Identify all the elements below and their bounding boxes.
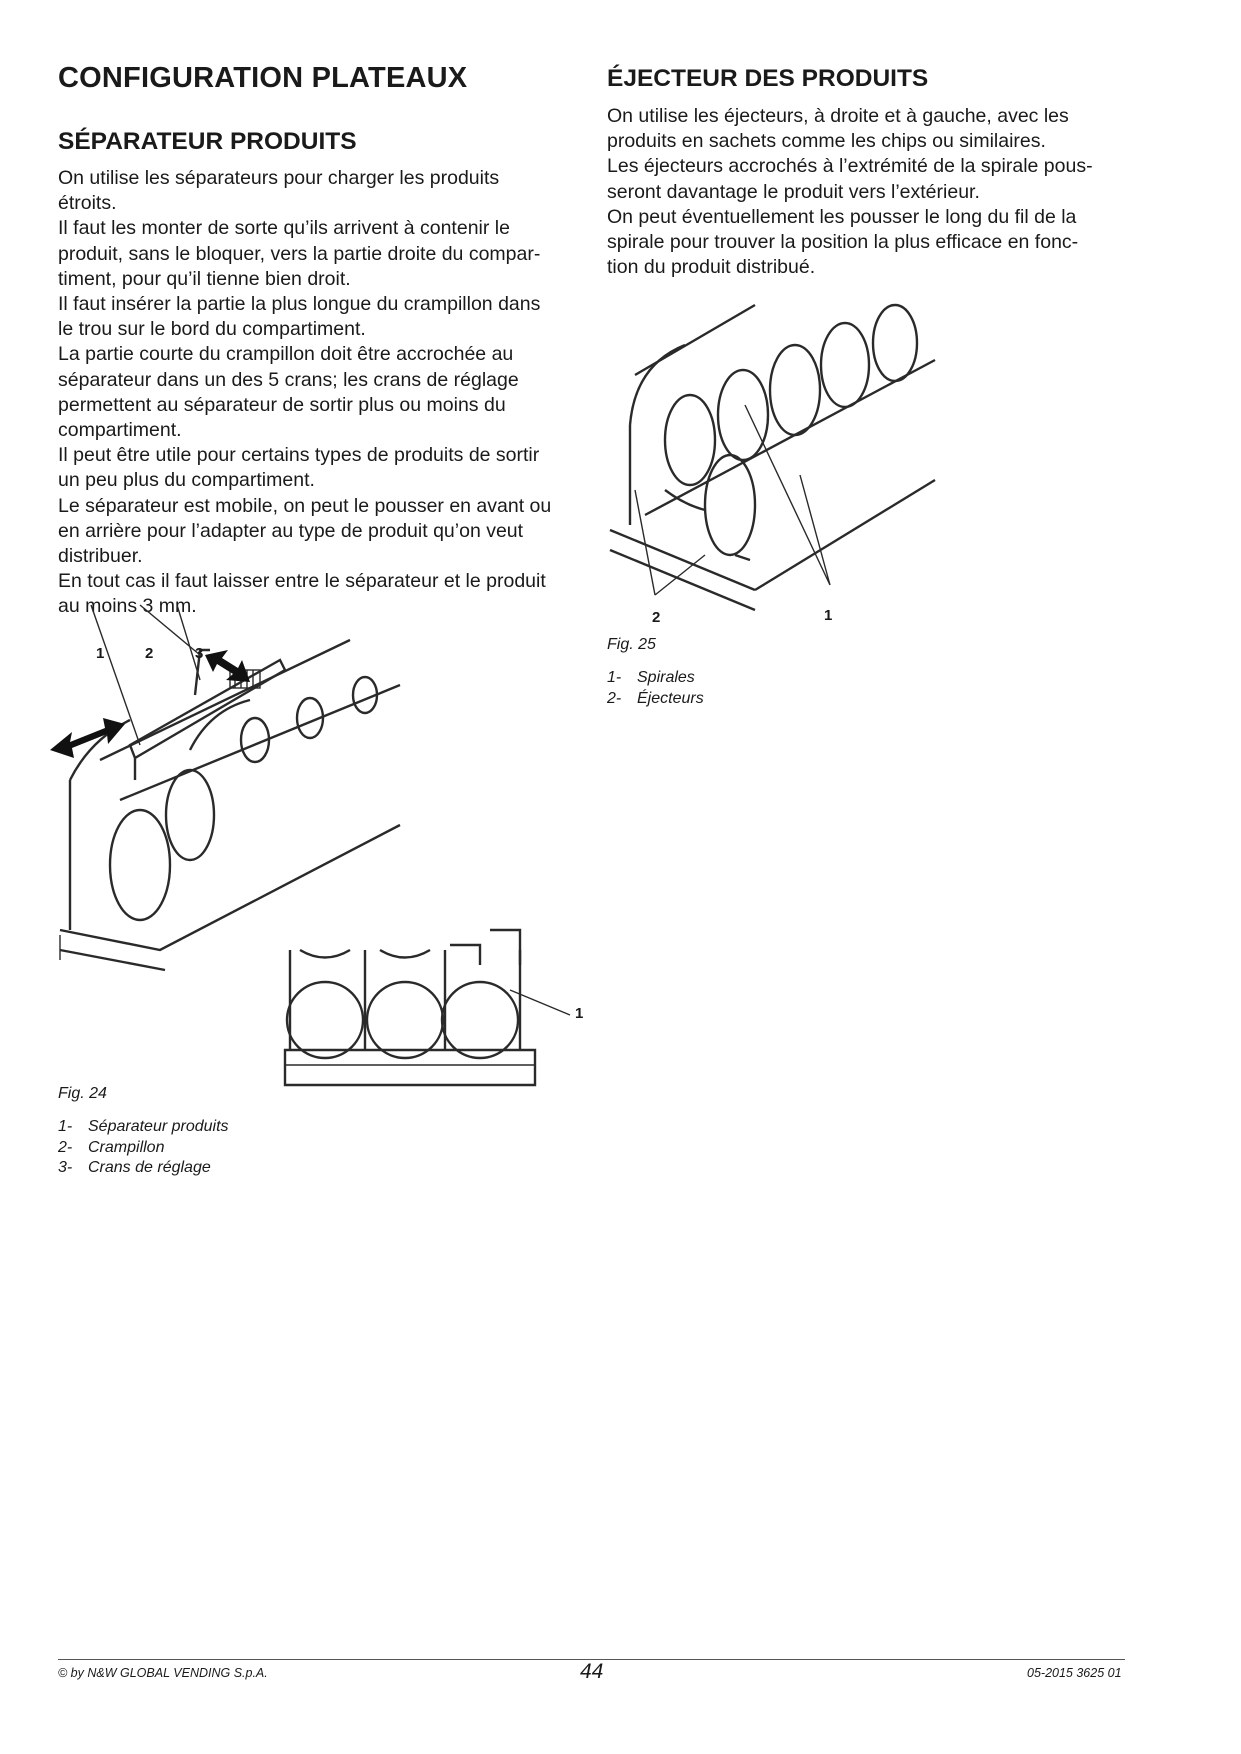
page-title: CONFIGURATION PLATEAUX [58,62,468,94]
fig24-legend [58,1117,229,1179]
fig25-legend [607,668,704,709]
fig25-callout-1: 1 [824,607,833,624]
separator-body: On utilise les séparateurs pour charger les produits étroits. Il faut les monter de sorte qu’ils arrivent à contenir le produit, sans le bloquer, vers la partie droite du compar- timent, pour qu’il tienne bien droit. Il faut insérer la partie la plus longue du crampillon dans le trou sur le bord du compartiment. La partie courte du crampillon doit être accrochée au séparateur dans un des 5 crans; les crans de réglage permettent au séparateur de sortir plus ou moins du compartiment. Il peut être utile pour certains types de produits de sortir un peu plus du compartiment. Le séparateur est mobile, on peut le pousser en avant ou en arrière pour l’adapter au type de produit qu’on veut distribuer. En tout cas il faut laisser entre le séparateur et le produit au moins 3 mm. [58,167,552,618]
ejector-body: On utilise les éjecteurs, à droite et à gauche, avec les produits en sachets comme les chips ou similaires. Les éjecteurs accrochés à l’extrémité de la spirale pous- seront davantage le produit vers l’extérieur. On peut éventuellement les pousser le long du fil de la spirale pour trouver la position la plus efficace en fonc- tion du produit distribué. [607,105,1093,279]
footer-copyright: © by N&W GLOBAL VENDING S.p.A. [58,1666,268,1680]
separator-heading: SÉPARATEUR PRODUITS [58,128,357,155]
ejector-heading: ÉJECTEUR DES PRODUITS [607,65,929,92]
footer-doc-code: 05-2015 3625 01 [1027,1666,1122,1680]
fig24-callout-3: 3 [195,645,204,662]
fig24-inset-illustration [280,925,540,1085]
footer-page-number: 44 [580,1660,604,1683]
fig24-callout-1: 1 [96,645,105,662]
legend-item: 1- Séparateur produits [58,1118,229,1135]
fig24-label: Fig. 24 [58,1085,107,1102]
legend-item: 1- Spirales [607,669,695,686]
fig24-inset-callout-1: 1 [575,1005,584,1022]
fig25-callout-2: 2 [652,609,661,626]
fig25-spiral-illustration [605,305,945,625]
legend-item: 3- Crans de réglage [58,1159,211,1176]
legend-item: 2- Crampillon [58,1138,165,1156]
legend-item: 2- Éjecteurs [607,689,704,707]
fig24-callout-2: 2 [145,645,154,662]
fig25-label: Fig. 25 [607,636,656,653]
